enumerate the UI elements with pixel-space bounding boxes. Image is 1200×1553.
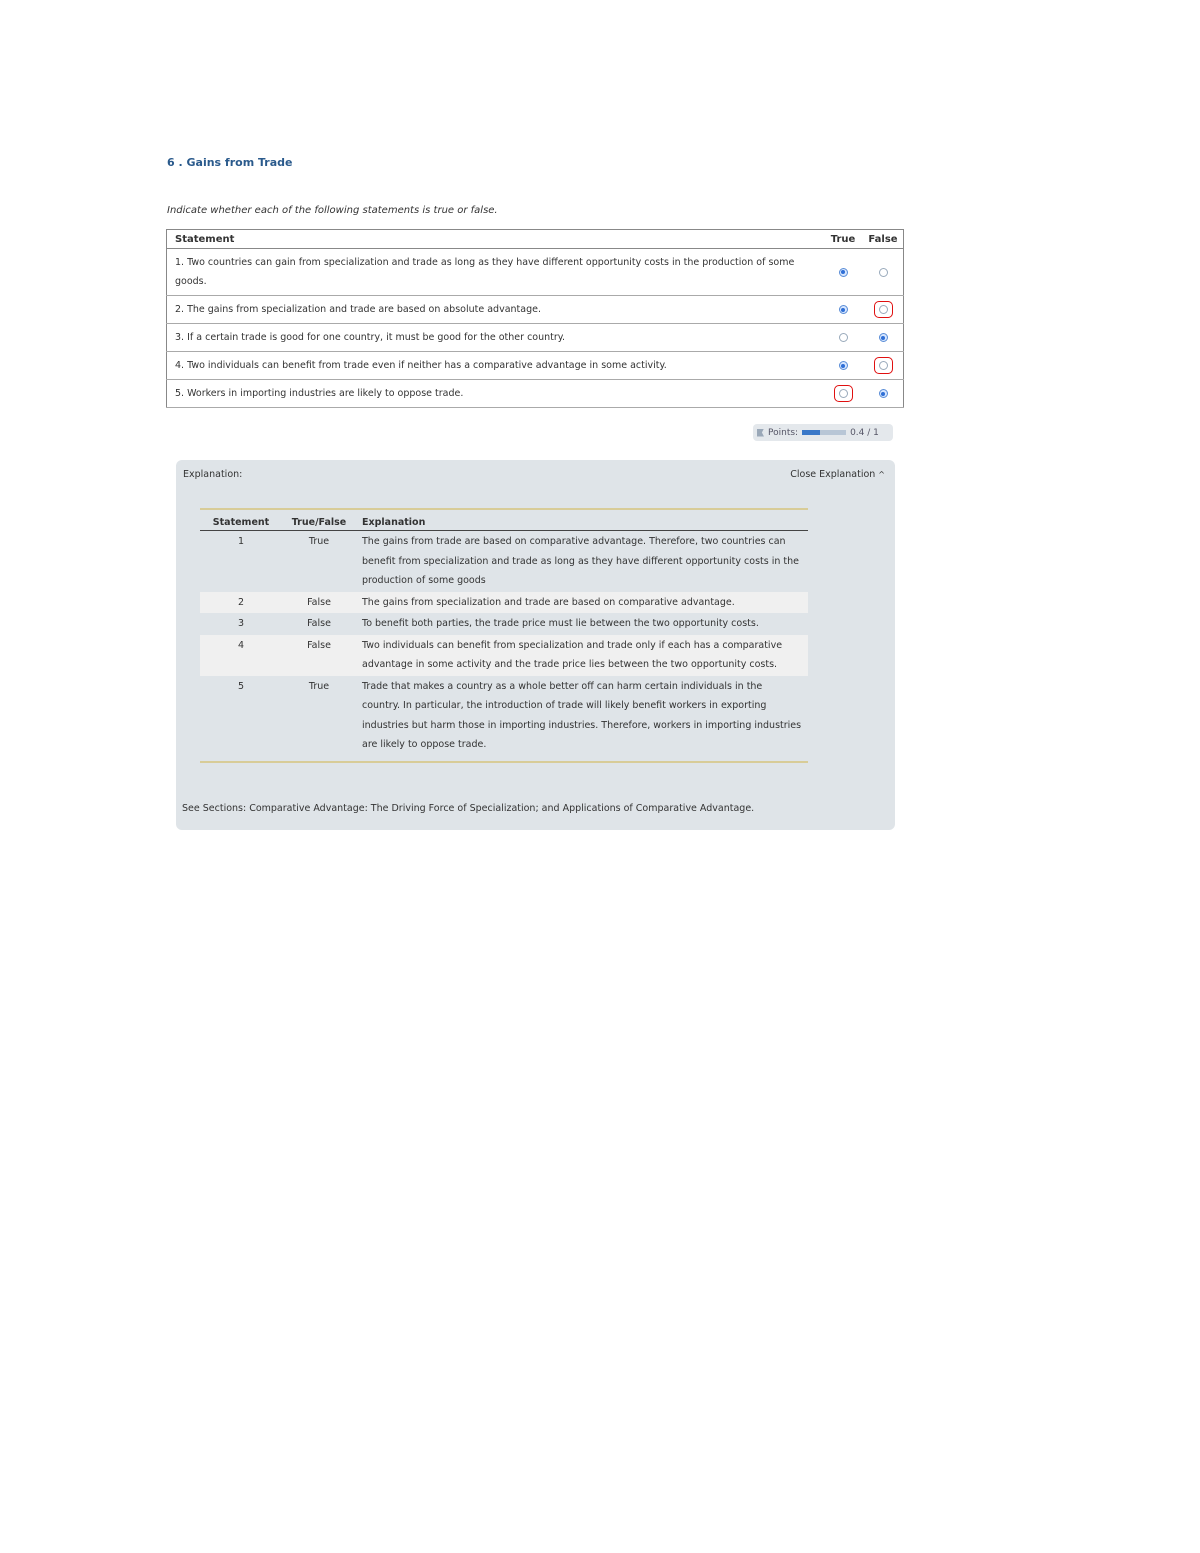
- radio-true[interactable]: [839, 389, 848, 398]
- expl-answer: False: [282, 592, 356, 614]
- statement-row: [167, 324, 904, 352]
- statement-text: 5. Workers in importing industries are likely to oppose trade.: [167, 380, 824, 408]
- close-explanation-button[interactable]: [790, 469, 885, 480]
- expl-text: To benefit both parties, the trade price must lie between the two opportunity costs.: [362, 618, 759, 629]
- statement-text: 1. Two countries can gain from specialization and trade as long as they have different opportunity costs in the production of some goods.: [167, 249, 824, 296]
- incorrect-marker: [834, 385, 853, 402]
- header-statement: Statement: [167, 230, 824, 249]
- radio-false[interactable]: [879, 305, 888, 314]
- incorrect-marker: [874, 301, 893, 318]
- points-label: Points:: [768, 427, 799, 438]
- header-true: True: [823, 230, 863, 249]
- statement-true-cell: [823, 324, 863, 352]
- statement-row: [167, 296, 904, 324]
- expl-statement-number: 3: [237, 618, 245, 629]
- explanation-title: Explanation:: [183, 469, 243, 480]
- question-title: [167, 156, 292, 169]
- expl-statement-number: 5: [237, 680, 245, 692]
- see-sections: See Sections: Comparative Advantage: The Driving Force of Specialization; and Applications of Comparative Advantage.: [182, 803, 755, 814]
- statement-row: [167, 380, 904, 408]
- explanation-panel: [176, 460, 895, 830]
- statement-true-cell: [823, 296, 863, 324]
- statement-row: [167, 249, 904, 296]
- explanation-row: [200, 531, 808, 592]
- radio-false[interactable]: [879, 361, 888, 370]
- explanation-row: [200, 676, 808, 762]
- expl-answer: False: [307, 618, 331, 629]
- radio-false[interactable]: [879, 333, 888, 342]
- incorrect-marker: [874, 357, 893, 374]
- flag-icon: [757, 429, 764, 437]
- expl-statement-number: 4: [200, 635, 282, 676]
- close-explanation-label: Close Explanation: [790, 469, 876, 480]
- radio-true[interactable]: [839, 333, 848, 342]
- points-progress-fill: [802, 430, 820, 435]
- explanation-row: [200, 635, 808, 676]
- points-score: 0.4 / 1: [850, 427, 879, 438]
- header-false: False: [863, 230, 904, 249]
- expl-text: Trade that makes a country as a whole better off can harm certain individuals in the country. In particular, the introduction of trade will likely benefit workers in exporting industries but harm those in importing industries. Therefore, workers in importing industries are likely to oppose trade.: [362, 680, 802, 750]
- question-title-text: Gains from Trade: [186, 156, 293, 169]
- radio-true[interactable]: [839, 361, 848, 370]
- statement-true-cell: [823, 380, 863, 408]
- statement-text: 2. The gains from specialization and trade are based on absolute advantage.: [167, 296, 824, 324]
- statement-true-cell: [823, 352, 863, 380]
- statement-text: 3. If a certain trade is good for one country, it must be good for the other country.: [167, 324, 824, 352]
- question-number: 6: [167, 156, 175, 169]
- expl-statement-number: 2: [200, 592, 282, 614]
- expl-answer: True: [308, 680, 330, 692]
- expl-answer: False: [282, 635, 356, 676]
- radio-false[interactable]: [879, 268, 888, 277]
- expl-answer: True: [308, 536, 330, 547]
- expl-statement-number: 1: [237, 536, 245, 547]
- expl-header-statement: Statement: [200, 509, 282, 531]
- radio-true[interactable]: [839, 305, 848, 314]
- points-progress-bar: [802, 430, 846, 435]
- expl-text: The gains from specialization and trade are based on comparative advantage.: [356, 592, 808, 614]
- statements-table: [166, 229, 904, 408]
- points-indicator: [753, 424, 893, 441]
- radio-true[interactable]: [839, 268, 848, 277]
- expl-header-explanation: Explanation: [356, 509, 808, 531]
- explanation-table: [200, 508, 808, 763]
- question-instruction: Indicate whether each of the following statements is true or false.: [167, 205, 498, 216]
- statement-false-cell: [863, 352, 904, 380]
- statement-false-cell: [863, 249, 904, 296]
- radio-false[interactable]: [879, 389, 888, 398]
- expl-header-truefalse: True/False: [282, 509, 356, 531]
- statement-false-cell: [863, 296, 904, 324]
- chevron-up-icon: ^: [878, 470, 885, 479]
- question-separator: .: [174, 156, 187, 169]
- statement-false-cell: [863, 324, 904, 352]
- explanation-row: [200, 592, 808, 614]
- statement-false-cell: [863, 380, 904, 408]
- expl-text: The gains from trade are based on comparative advantage. Therefore, two countries can benefit from specialization and trade as long as they have different opportunity costs in the production of some goods: [362, 536, 799, 586]
- expl-text: Two individuals can benefit from specialization and trade only if each has a comparative advantage in some activity and the trade price lies between the two opportunity costs.: [356, 635, 808, 676]
- statement-row: [167, 352, 904, 380]
- explanation-row: [200, 613, 808, 635]
- statement-true-cell: [823, 249, 863, 296]
- statement-text: 4. Two individuals can benefit from trade even if neither has a comparative advantage in some activity.: [167, 352, 824, 380]
